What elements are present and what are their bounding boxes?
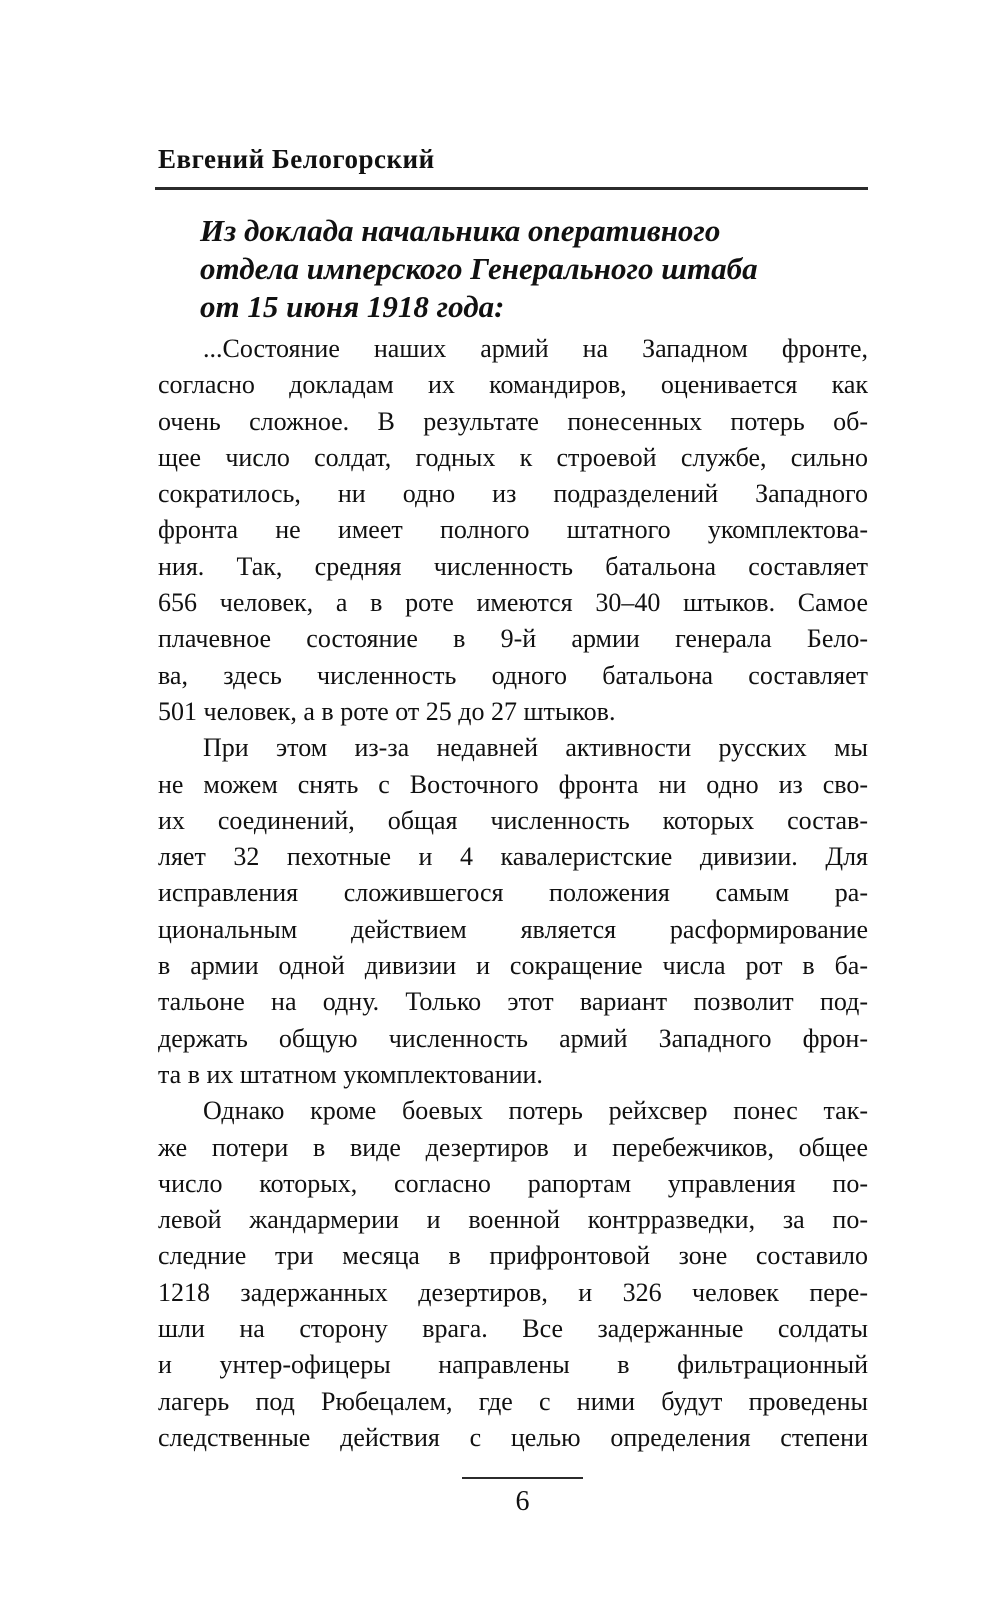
- text-line: ...Состояние наших армий на Западном фронте,: [203, 334, 868, 363]
- text-line: При этом из-за недавней активности русских мы: [203, 733, 868, 763]
- text-line: очень сложное. В результате понесенных потерь об-: [158, 406, 868, 436]
- text-line: лагерь под Рюбецалем, где с ними будут проведены: [158, 1386, 868, 1416]
- text-line: 501 человек, а в роте от 25 до 27 штыков.: [158, 696, 616, 726]
- text-line: циональным действием является расформирование: [158, 914, 868, 944]
- page-number: 6: [515, 1486, 530, 1517]
- text-line: не можем снять с Восточного фронта ни одно из сво-: [158, 769, 868, 799]
- footer-rule: [462, 1477, 583, 1479]
- text-line: ния. Так, средняя численность батальона составляет: [158, 551, 868, 581]
- text-line: согласно докладам их командиров, оценивается как: [158, 370, 868, 400]
- heading-line: Из доклада начальника оперативного: [200, 213, 721, 248]
- text-line: держать общую численность армий Западного фрон-: [158, 1023, 868, 1053]
- text-line: следственные действия с целью определения степени: [158, 1422, 868, 1452]
- text-line: шли на сторону врага. Все задержанные солдаты: [158, 1314, 868, 1344]
- text-line: ва, здесь численность одного батальона составляет: [158, 660, 868, 690]
- text-line: число которых, согласно рапортам управления по-: [158, 1168, 868, 1198]
- text-line: их соединений, общая численность которых состав-: [158, 805, 868, 835]
- heading-line: от 15 июня 1918 года:: [200, 289, 505, 324]
- body-text: [158, 331, 868, 1456]
- text-line: исправления сложившегося положения самым ра-: [158, 878, 868, 908]
- text-line: в армии одной дивизии и сокращение числа рот в ба-: [158, 951, 868, 981]
- text-line: сократилось, ни одно из подразделений Западного: [158, 479, 868, 509]
- text-line: тальоне на одну. Только этот вариант позволит под-: [158, 987, 868, 1017]
- text-line: плачевное состояние в 9-й армии генерала Бело-: [158, 624, 868, 654]
- heading-line: отдела имперского Генерального штаба: [200, 251, 758, 286]
- text-line: и унтер-офицеры направлены в фильтрационный: [158, 1350, 868, 1380]
- text-line: левой жандармерии и военной контрразведки, за по-: [158, 1205, 868, 1235]
- text-line: 1218 задержанных дезертиров, и 326 человек пере-: [158, 1277, 868, 1307]
- text-line: Однако кроме боевых потерь рейхсвер понес так-: [203, 1096, 868, 1126]
- text-line: та в их штатном укомплектовании.: [158, 1059, 543, 1089]
- text-line: 656 человек, а в роте имеются 30–40 штыков. Самое: [158, 588, 868, 618]
- running-header-author: Евгений Белогорский: [158, 144, 435, 174]
- text-line: фронта не имеет полного штатного укомплектова-: [158, 515, 868, 545]
- document-heading: [200, 212, 870, 326]
- text-line: же потери в виде дезертиров и перебежчиков, общее: [158, 1132, 868, 1162]
- text-line: ляет 32 пехотные и 4 кавалеристские дивизии. Для: [158, 842, 868, 872]
- header-rule: [155, 187, 868, 190]
- text-line: следние три месяца в прифронтовой зоне составило: [158, 1241, 868, 1271]
- text-line: щее число солдат, годных к строевой службе, сильно: [158, 442, 868, 472]
